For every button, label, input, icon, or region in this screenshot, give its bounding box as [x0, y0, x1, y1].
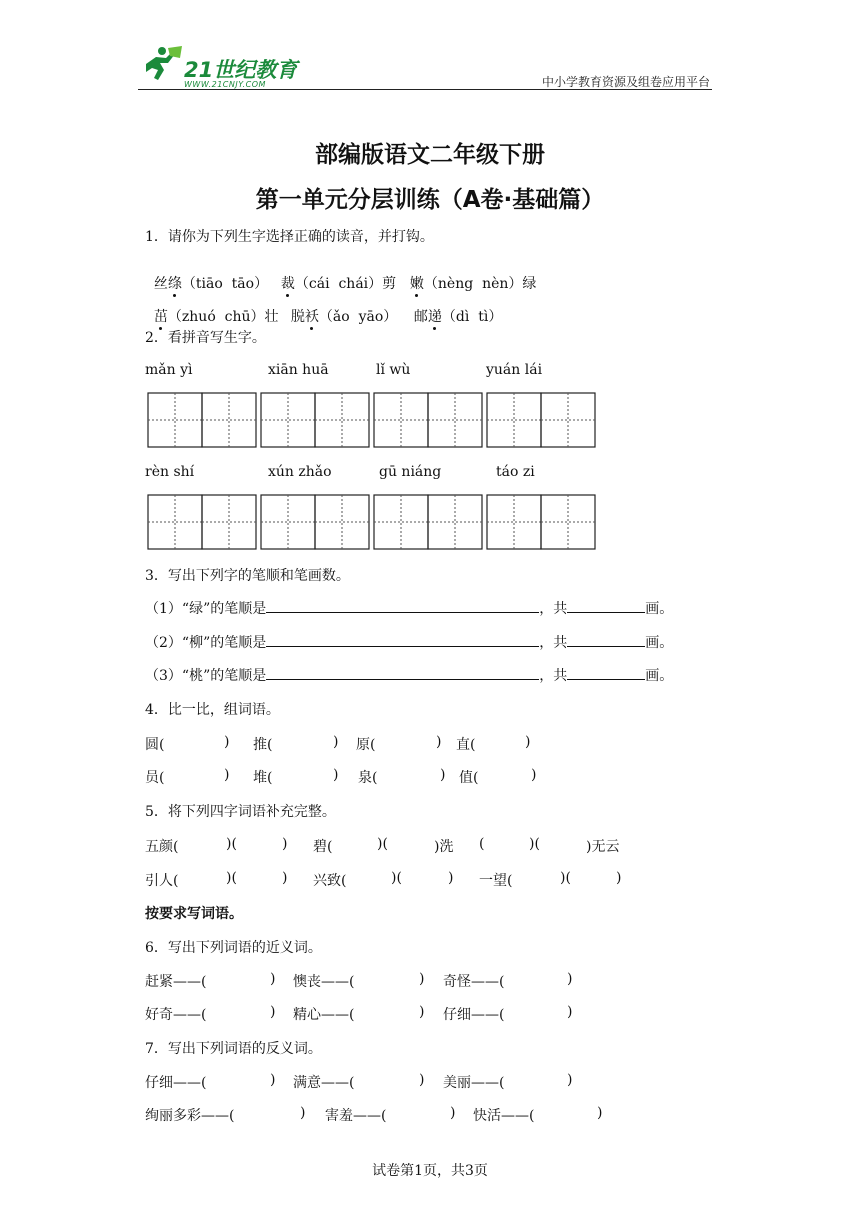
q5-part: ): [616, 870, 622, 886]
q5-part: )(: [529, 836, 540, 852]
q7-close: ): [270, 1072, 276, 1088]
q3-end: 画。: [645, 601, 674, 617]
q1-pinyin-options[interactable]: （nèng nèn）: [423, 276, 523, 292]
q4-stem: 4．比一比，组词语。: [145, 702, 280, 718]
q4-close: ): [224, 767, 230, 783]
q7-word: 美丽——(: [443, 1075, 505, 1091]
q7-word: 满意——(: [293, 1075, 355, 1091]
logo-text: 21世纪教育: [184, 58, 298, 82]
q4-close: ): [333, 734, 339, 750]
q5-part: )(: [226, 836, 237, 852]
q6-word: 仔细——(: [443, 1007, 505, 1023]
q5-part: )(: [560, 870, 571, 886]
q4-word: 员(: [145, 770, 165, 786]
q6-close: ): [567, 971, 573, 987]
q4-word: 圆(: [145, 737, 165, 753]
q3-end: 画。: [645, 668, 674, 684]
q7-close: ): [567, 1072, 573, 1088]
q7-word: 害羞——(: [325, 1108, 387, 1124]
q4-word: 直(: [456, 737, 476, 753]
pinyin-label: gū niáng: [379, 464, 442, 480]
stroke-order-blank[interactable]: [266, 632, 539, 647]
q1-pinyin-options[interactable]: （cái chái）: [294, 276, 383, 292]
q6-word: 好奇——(: [145, 1007, 207, 1023]
q3-mid: ，共: [539, 635, 568, 651]
doc-subtitle: 第一单元分层训练（A卷·基础篇）: [255, 187, 605, 213]
q5-part: )(: [391, 870, 402, 886]
pinyin-label: lǐ wù: [376, 362, 411, 378]
q7-close: ): [300, 1105, 306, 1121]
q2-stem: 2．看拼音写生字。: [145, 330, 266, 346]
q3-label: （1）“绿”的笔顺是: [145, 601, 267, 617]
q1-text: 剪: [382, 276, 397, 292]
q1-text: 邮: [413, 309, 428, 325]
stroke-count-blank[interactable]: [567, 632, 645, 647]
q7-word: 绚丽多彩——(: [145, 1108, 235, 1124]
q3-item: [145, 632, 673, 652]
pinyin-label: yuán lái: [486, 362, 543, 378]
platform-name: 中小学教育资源及组卷应用平台: [541, 75, 710, 89]
q6-word: 懊丧——(: [293, 974, 355, 990]
q3-item: [145, 665, 673, 685]
q1-row2-a: [145, 290, 279, 326]
q1-row1-b: [272, 257, 396, 293]
q1-pinyin-options[interactable]: （tiāo tāo）: [181, 276, 269, 292]
q5-part: 兴致(: [313, 873, 347, 889]
q4-word: 泉(: [358, 770, 378, 786]
q4-word: 值(: [459, 770, 479, 786]
q1-text: 壮: [264, 309, 279, 325]
q3-item: [145, 598, 673, 618]
q7-close: ): [419, 1072, 425, 1088]
q4-close: ): [525, 734, 531, 750]
pinyin-label: xiān huā: [268, 362, 329, 378]
q4-close: ): [531, 767, 537, 783]
q5-part: ): [282, 836, 288, 852]
q6-word: 赶紧——(: [145, 974, 207, 990]
q5-part: ): [282, 870, 288, 886]
q4-word: 原(: [356, 737, 376, 753]
q6-stem: 6．写出下列词语的近义词。: [145, 940, 322, 956]
q3-label: （2）“柳”的笔顺是: [145, 635, 267, 651]
q5-part: 引人(: [145, 873, 179, 889]
q5-part: )(: [226, 870, 237, 886]
q5-stem: 5．将下列四字词语补充完整。: [145, 804, 336, 820]
q4-word: 堆(: [253, 770, 273, 786]
q5-part: )(: [377, 836, 388, 852]
q4-close: ): [440, 767, 446, 783]
writing-grid-row2[interactable]: [147, 493, 599, 551]
site-logo: [140, 44, 310, 90]
q7-close: ): [597, 1105, 603, 1121]
writing-grid-row1[interactable]: [147, 391, 599, 449]
q5-part: 五颜(: [145, 839, 179, 855]
runner-logo-icon: [140, 44, 184, 84]
q5-part: 一望(: [479, 873, 513, 889]
q5-part: 碧(: [313, 839, 333, 855]
q1-row1-c: [401, 257, 536, 293]
q1-text: 脱: [290, 309, 305, 325]
q1-row2-b: [282, 290, 397, 326]
q6-word: 奇怪——(: [443, 974, 505, 990]
q1-text: 绿: [522, 276, 537, 292]
q6-close: ): [270, 1004, 276, 1020]
q5-part: (: [479, 836, 485, 852]
stroke-order-blank[interactable]: [266, 598, 539, 613]
q3-label: （3）“桃”的笔顺是: [145, 668, 267, 684]
q6-word: 精心——(: [293, 1007, 355, 1023]
q1-target-char: 递: [428, 306, 442, 326]
header-rule: [138, 89, 712, 90]
page-footer: 试卷第1页，共3页: [372, 1163, 488, 1179]
q6-close: ): [270, 971, 276, 987]
q1-row2-c: [405, 290, 502, 326]
q7-word: 快活——(: [473, 1108, 535, 1124]
q4-close: ): [436, 734, 442, 750]
q1-pinyin-options[interactable]: （dì tì）: [441, 309, 503, 325]
q6-close: ): [419, 1004, 425, 1020]
q1-target-char: 嫩: [410, 273, 424, 293]
q1-pinyin-options[interactable]: （zhuó chū）: [167, 309, 265, 325]
q3-stem: 3．写出下列字的笔顺和笔画数。: [145, 568, 350, 584]
logo-url: WWW.21CNJY.COM: [184, 80, 266, 89]
q7-stem: 7．写出下列词语的反义词。: [145, 1041, 322, 1057]
stroke-count-blank[interactable]: [567, 665, 645, 680]
pinyin-label: rèn shí: [145, 464, 195, 480]
q6-close: ): [419, 971, 425, 987]
q3-end: 画。: [645, 635, 674, 651]
q1-row1: [145, 257, 268, 293]
q1-stem: 1．请你为下列生字选择正确的读音，并打钩。: [145, 229, 434, 245]
q3-mid: ，共: [539, 668, 568, 684]
q4-close: ): [224, 734, 230, 750]
q6-close: ): [567, 1004, 573, 1020]
q3-mid: ，共: [539, 601, 568, 617]
section-heading: 按要求写词语。: [145, 906, 243, 922]
q1-pinyin-options[interactable]: （ǎo yāo）: [318, 309, 398, 325]
q1-target-char: 袄: [305, 306, 319, 326]
doc-title: 部编版语文二年级下册: [315, 142, 545, 168]
q1-text: 丝: [153, 276, 168, 292]
pinyin-label: mǎn yì: [145, 362, 193, 378]
q1-target-char: 绦: [168, 273, 182, 293]
stroke-count-blank[interactable]: [567, 598, 645, 613]
q5-part: )无云: [586, 839, 620, 855]
q1-target-char: 裁: [281, 273, 295, 293]
q7-word: 仔细——(: [145, 1075, 207, 1091]
pinyin-label: táo zi: [496, 464, 535, 480]
q5-part: )洗: [434, 839, 454, 855]
q4-word: 推(: [253, 737, 273, 753]
stroke-order-blank[interactable]: [266, 665, 539, 680]
q4-close: ): [333, 767, 339, 783]
q7-close: ): [450, 1105, 456, 1121]
q5-part: ): [448, 870, 454, 886]
q1-target-char: 茁: [154, 306, 168, 326]
pinyin-label: xún zhǎo: [268, 464, 332, 480]
